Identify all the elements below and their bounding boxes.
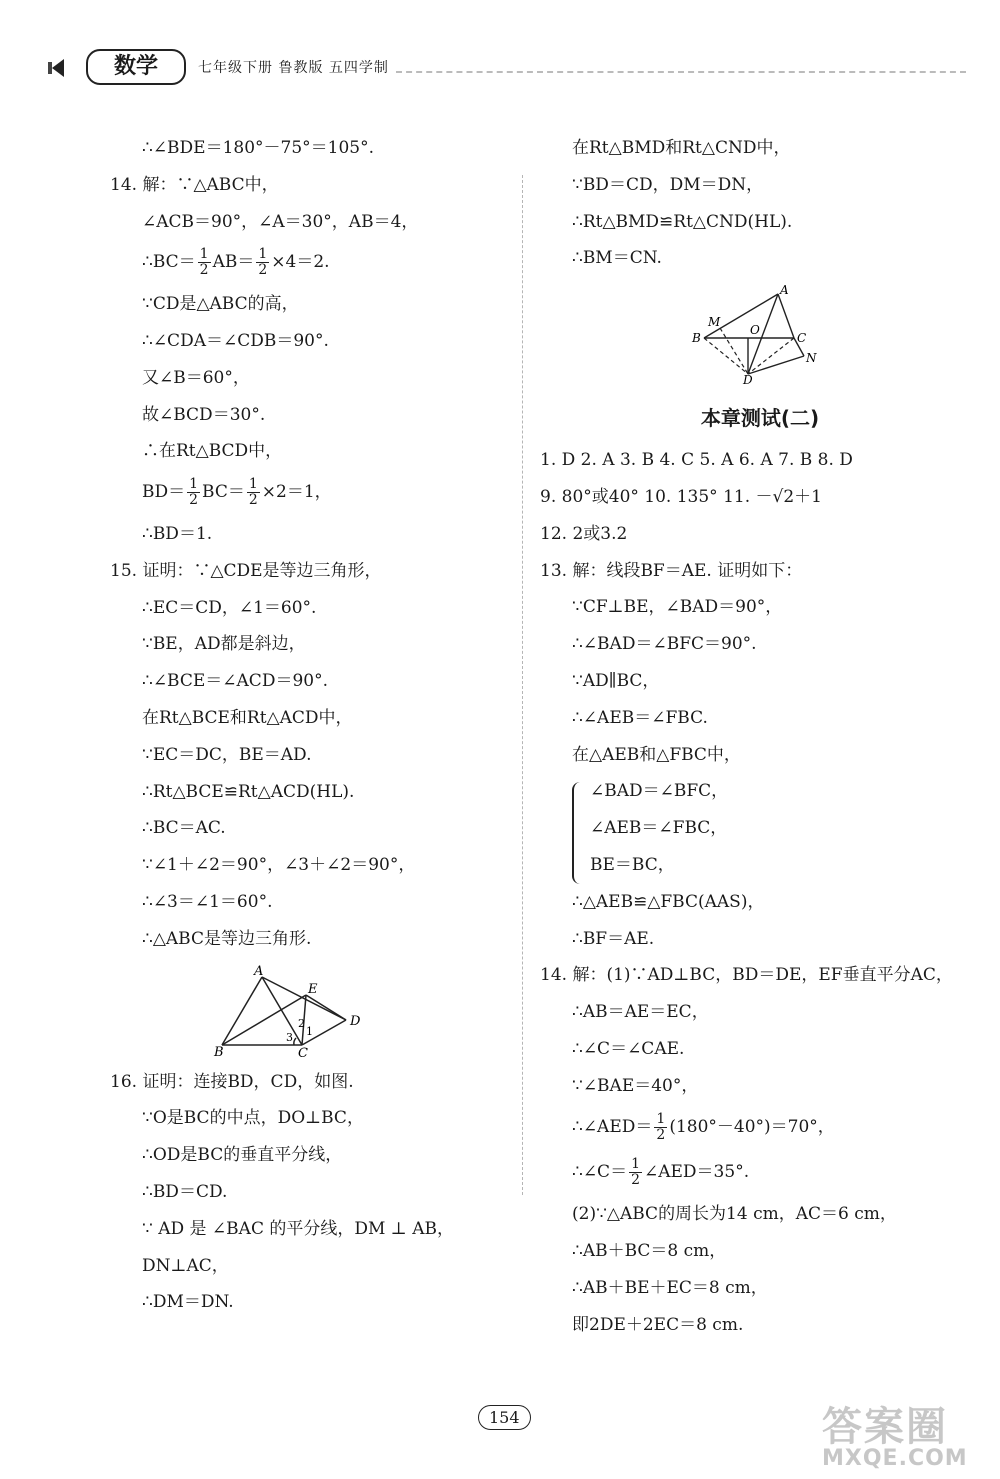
column-divider	[522, 175, 523, 1195]
brace-system	[572, 780, 980, 876]
header-rule	[396, 71, 966, 73]
left-line: ∴∠CDA＝∠CDB＝90°.	[142, 330, 329, 351]
left-line: 在Rt△BCE和Rt△ACD中，	[142, 707, 353, 728]
left-column	[110, 137, 510, 1328]
figure-1-svg	[210, 965, 370, 1057]
left-line: ∴EC＝CD，∠1＝60°.	[142, 597, 317, 618]
fig2-label-n: N	[806, 351, 817, 366]
subject-badge: 数学	[86, 49, 186, 85]
left-line: ∴BD＝CD.	[142, 1181, 228, 1202]
fraction-denominator: 2	[199, 262, 209, 279]
left-line: ∵BE，AD都是斜边，	[142, 634, 306, 655]
fraction-denominator: 2	[258, 262, 268, 279]
fig2-label-d: D	[743, 373, 753, 385]
fraction-numerator: 1	[189, 476, 199, 493]
left-line: ∴∠BDE＝180°－75°＝105°.	[142, 138, 375, 158]
left-line: ∴∠BCE＝∠ACD＝90°.	[142, 671, 328, 692]
fraction-line	[540, 1157, 980, 1188]
fraction	[654, 1112, 667, 1143]
text-run: ×4＝2.	[271, 252, 330, 273]
header-arrow-icon	[52, 59, 64, 77]
figure-quadrilateral	[690, 284, 980, 388]
right-line: ∴Rt△BMD≌Rt△CND(HL).	[572, 211, 793, 232]
q14-line: ∴∠C＝∠CAE.	[572, 1038, 685, 1059]
text-run: BC＝	[202, 482, 245, 503]
q13-line: 在△AEB和△FBC中，	[572, 744, 741, 765]
fraction	[198, 247, 211, 278]
right-line: ∴BM＝CN.	[572, 248, 662, 269]
left-line: 14. 解：∵△ABC中，	[110, 174, 279, 195]
answer-line: 12. 2或3.2	[540, 523, 628, 544]
text-run: AB＝	[212, 252, 255, 273]
left-line: 又∠B＝60°，	[142, 367, 250, 388]
figure-triangle-abc	[210, 965, 510, 1061]
fig1-label-3: 3	[286, 1030, 293, 1044]
left-line: ∴△ABC是等边三角形.	[142, 928, 312, 949]
fraction-line	[110, 247, 510, 278]
fraction	[256, 247, 269, 278]
text-run: (180°－40°)＝70°，	[669, 1116, 835, 1137]
fig2-label-c: C	[797, 331, 807, 346]
q13-line: ∵CF⊥BE，∠BAD＝90°，	[572, 597, 783, 618]
fig1-label-b: B	[214, 1044, 224, 1057]
left-line: ∵∠1＋∠2＝90°，∠3＋∠2＝90°，	[142, 855, 416, 876]
fig1-label-e: E	[308, 981, 318, 997]
left-line: ∵EC＝DC，BE＝AD.	[142, 744, 312, 765]
q13-line: ∴△AEB≌△FBC(AAS)，	[572, 891, 765, 912]
left-line: ∴OD是BC的垂直平分线，	[142, 1145, 343, 1166]
text-run: ∴∠C＝	[572, 1162, 628, 1183]
page-header	[46, 45, 966, 85]
fraction-line	[540, 1112, 980, 1143]
left-line: ∵ AD 是 ∠BAC 的平分线，DM ⊥ AB，	[142, 1218, 454, 1239]
brace-line: ∠BAD＝∠BFC，	[590, 781, 729, 802]
fraction-denominator: 2	[656, 1126, 666, 1143]
fig1-label-2: 2	[298, 1016, 305, 1030]
left-line: DN⊥AC，	[142, 1255, 229, 1276]
fraction-numerator: 1	[199, 246, 209, 263]
q13-line: ∴∠AEB＝∠FBC.	[572, 707, 708, 728]
fraction-line	[110, 477, 510, 508]
fraction	[247, 477, 260, 508]
q14-line: ∴AB＝AE＝EC，	[572, 1002, 709, 1023]
section-title: 本章测试(二)	[700, 406, 820, 431]
fig1-label-d: D	[350, 1013, 361, 1029]
brace-line: BE＝BC，	[590, 854, 675, 875]
q14-line: ∵∠BAE＝40°，	[572, 1075, 699, 1096]
fig1-label-c: C	[298, 1045, 308, 1057]
left-line: ∠ACB＝90°，∠A＝30°，AB＝4，	[142, 211, 419, 232]
left-line: ∵CD是△ABC的高，	[142, 294, 299, 315]
fraction-denominator: 2	[631, 1172, 640, 1189]
fig2-label-b: B	[692, 331, 701, 346]
left-line: ∴在Rt△BCD中，	[142, 441, 283, 462]
watermark-url: MXQE.COM	[822, 1446, 968, 1471]
left-line: 15. 证明：∵△CDE是等边三角形，	[110, 560, 382, 581]
fraction-denominator: 2	[248, 492, 258, 509]
text-run: ∴BC＝	[142, 252, 196, 273]
left-line: ∴BD＝1.	[142, 523, 213, 544]
fraction-numerator: 1	[631, 1156, 640, 1173]
left-line: ∵O是BC的中点，DO⊥BC，	[142, 1108, 364, 1129]
q14-head: 14. 解：(1)∵AD⊥BC，BD＝DE，EF垂直平分AC，	[540, 965, 953, 986]
text-run: ∴∠AED＝	[572, 1116, 653, 1137]
watermark	[822, 1395, 972, 1471]
left-line: ∴BC＝AC.	[142, 818, 226, 839]
left-line: ∴Rt△BCE≌Rt△ACD(HL).	[142, 781, 355, 802]
answer-line: 9. 80°或40° 10. 135° 11. －√2＋1	[540, 486, 822, 507]
fig2-label-a: A	[780, 284, 789, 298]
left-line: 故∠BCD＝30°.	[142, 404, 266, 425]
left-line: ∴DM＝DN.	[142, 1292, 234, 1313]
text-run: ×2＝1，	[261, 482, 332, 503]
brace-line: ∠AEB＝∠FBC，	[590, 818, 728, 839]
q13-head: 13. 解：线段BF＝AE. 证明如下：	[540, 560, 803, 581]
q14-line: (2)∵△ABC的周长为14 cm，AC＝6 cm，	[572, 1204, 897, 1225]
left-line: ∴∠3＝∠1＝60°.	[142, 891, 273, 912]
q13-line: ∴∠BAD＝∠BFC＝90°.	[572, 634, 757, 655]
left-line: 16. 证明：连接BD，CD，如图.	[110, 1071, 354, 1092]
text-run: ∠AED＝35°.	[644, 1162, 750, 1183]
right-column	[540, 137, 980, 1350]
fraction-numerator: 1	[656, 1110, 666, 1127]
fraction	[187, 477, 200, 508]
q13-line: ∴BF＝AE.	[572, 928, 655, 949]
fig1-label-a: A	[254, 964, 264, 979]
fraction-denominator: 2	[189, 492, 199, 509]
fig2-label-m: M	[708, 315, 721, 330]
q14-line: 即2DE＋2EC＝8 cm.	[572, 1314, 744, 1335]
header-subtitle: 七年级下册 鲁教版 五四学制	[198, 60, 389, 76]
right-line: 在Rt△BMD和Rt△CND中，	[572, 138, 791, 158]
page-number: 154	[478, 1405, 531, 1430]
answer-line: 1. D 2. A 3. B 4. C 5. A 6. A 7. B 8. D	[540, 450, 853, 471]
fraction	[629, 1157, 642, 1188]
text-run: BD＝	[142, 482, 186, 503]
fig2-label-o: O	[750, 323, 760, 338]
right-line: ∵BD＝CD，DM＝DN，	[572, 174, 764, 195]
watermark-title: 答案圈	[822, 1404, 948, 1450]
q13-line: ∵AD∥BC，	[572, 670, 660, 691]
q14-line: ∴AB＋BC＝8 cm，	[572, 1240, 727, 1261]
fig1-label-1: 1	[306, 1024, 313, 1038]
fraction-numerator: 1	[248, 476, 258, 493]
brace-icon	[572, 782, 584, 884]
fraction-numerator: 1	[258, 246, 268, 263]
q14-line: ∴AB＋BE＋EC＝8 cm，	[572, 1277, 768, 1298]
figure-2-svg	[690, 284, 820, 384]
